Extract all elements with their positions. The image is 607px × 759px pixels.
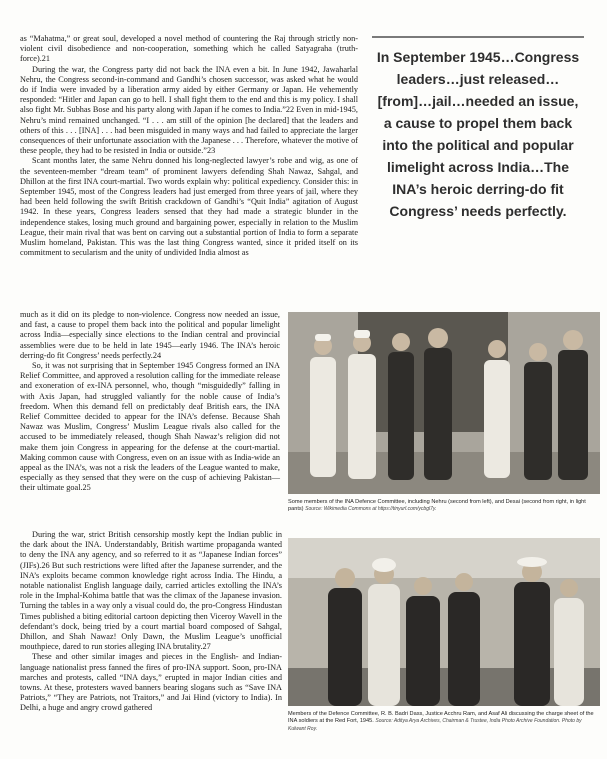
group-portrait-illustration <box>288 312 600 494</box>
paragraph: So, it was not surprising that in September 1945 Congress formed an INA Relief Committee, and approved a resolution calling for the immediate release and exoneration of ex-INA personnel, who, though “misguidedly” falling in with Axis Japan, had struggled valiantly for the noble cause of India’s freedom. When this demand fell on predictably deaf British ears, the INA Relief Committee decided to appear for the INA’s defense. Because Shah Nawaz was Muslim, Congress’ Muslim League rivals also called for the accused to be immediately released, though Shah Nawaz’s religion did not make them join Congress in appearing for the defense at the court-martial. Making common cause with Congress, even on an issue with as India-wide an appeal as the INA’s, was not a risk the leaders of the League wanted to make, especially as they sensed that they were on the cusp of achieving Pakistan—their ultimate goal.25 <box>20 361 280 493</box>
figure-caption <box>288 499 600 514</box>
body-text-bottom <box>20 530 282 714</box>
body-text-middle <box>20 310 280 494</box>
paragraph: During the war, strict British censorship mostly kept the Indian public in the dark about the INA. Understandably, British wartime propaganda wanted to deny the INA any agency, and so referred to it as “Japanese Indian forces” (JIFs).26 But such restrictions were lifted after the Japanese surrender, and the INA’s exploits became common knowledge right across India. The Hindu, a notable nationalist English language daily, carried articles extolling the INA’s role in the Imphal-Kohima battle that was the climax of the Japanese invasion. Turning the tables in a way only a visual could do, the pro-Congress Hindustan Times published a biting editorial cartoon depicting then Viceroy Wavell in the defendant’s dock, being tried by a court martial board composed of Sahgal, Dhillon, and Shah Nawaz! Only Dawn, the Muslim League’s unofficial mouthpiece, dared to run stories alleging INA brutality.27 <box>20 530 282 652</box>
caption-text: Some members of the INA Defence Committee, including Nehru (second from left), and Desai (second from right, in light pants) <box>288 499 586 513</box>
figure-caption <box>288 711 600 733</box>
paragraph: as “Mahatma,” or great soul, developed a novel method of countering the Raj through strictly non-violent civil disobedience and non-cooperation, something which he called Satyagraha (truth-force).21 <box>20 34 358 64</box>
paragraph: much as it did on its pledge to non-violence. Congress now needed an issue, and fast, a cause to propel them back into the political and popular limelight across India—especially since elections to the Indian central and provincial assemblies were due to be held in late 1945—early 1946. The INA’s heroic derring-do fit Congress’ needs perfectly.24 <box>20 310 280 360</box>
paragraph: Scant months later, the same Nehru donned his long-neglected lawyer’s robe and wig, as one of the seventeen-member “dream team” of prominent lawyers defending Shah Nawaz, Sahgal, and Dhillon at the first INA court-martial. Two words explain why: political expediency. Consider this: in September 1945, most of the Congress leaders had just emerged from three years of jail, where they had been held following the swift British crackdown of Gandhi’s “Quit India” agitation of August 1942. In these years, Congress leaders sensed that they had made a strategic blunder in the independence stakes, losing much ground and bargaining power, especially in relation to the Muslim League, their main rival that was bent on carving out a substantial portion of India to form a separate Muslim homeland, Pakistan. This was the last thing Congress wanted, since it prided itself on its commitment to secularism and the unity of undivided India almost as <box>20 156 358 258</box>
caption-source: Source: Wikimedia Commons at https://tinyurl.com/ycbgl7y. <box>305 506 437 513</box>
caption-source: Source: Aditya Arya Archives, Chairman & Trustee, India Photo Archive Foundation. Photo by Kulwant Roy. <box>288 718 582 732</box>
caption-text: Members of the Defence Committee, R. B. Badri Dass, Justice Acchru Ram, and Asaf Ali discussing the charge sheet of the INA soldiers at the Red Fort, 1945. <box>288 711 594 725</box>
pull-quote: In September 1945…Congress leaders…just released…[from]…jail…needed an issue, a cause to propel them back into the political and popular limelight across India…The INA’s heroic derring-do fit Congress’ needs perfectly. <box>372 36 584 222</box>
red-fort-discussion-photo <box>288 538 600 706</box>
body-text-top <box>20 34 358 258</box>
paragraph: During the war, the Congress party did not back the INA even a bit. In June 1942, Jawaharlal Nehru, the Congress second-in-command and Gandhi’s chosen successor, was asked what he would do if India were invaded by a liberation army aided by either Germany or Japan. He vehemently responded: “Hitler and Japan can go to hell. I shall fight them to the end and this is my policy. I shall also fight Mr. Subhas Bose and his party along with Japan if he comes to India.”22 Even in mid-1945, Nehru’s mind remained unchanged. “I . . . am still of the opinion [he declared] that the leaders and others of this . . . [INA] . . . had been misguided in many ways and had failed to appreciate the larger consequences of their unfortunate association with the Japanese . . . Therefore, whatever the motive of these people, they had to be resisted in India or outside.”23 <box>20 64 358 156</box>
defence-committee-photo <box>288 312 600 494</box>
paragraph: These and other similar images and pieces in the English- and Indian-language nationalist press fanned the fires of pro-INA support. Soon, pro-INA marches and protests, called “INA days,” erupted in major Indian cities and towns. At these, protesters waved banners bearing slogans such as “Save INA Patriots,” “They are Patriots, not Traitors,” and Jai Hind (victory to India). In Delhi, a huge and angry crowd gathered <box>20 652 282 713</box>
discussion-scene-illustration <box>288 538 600 706</box>
